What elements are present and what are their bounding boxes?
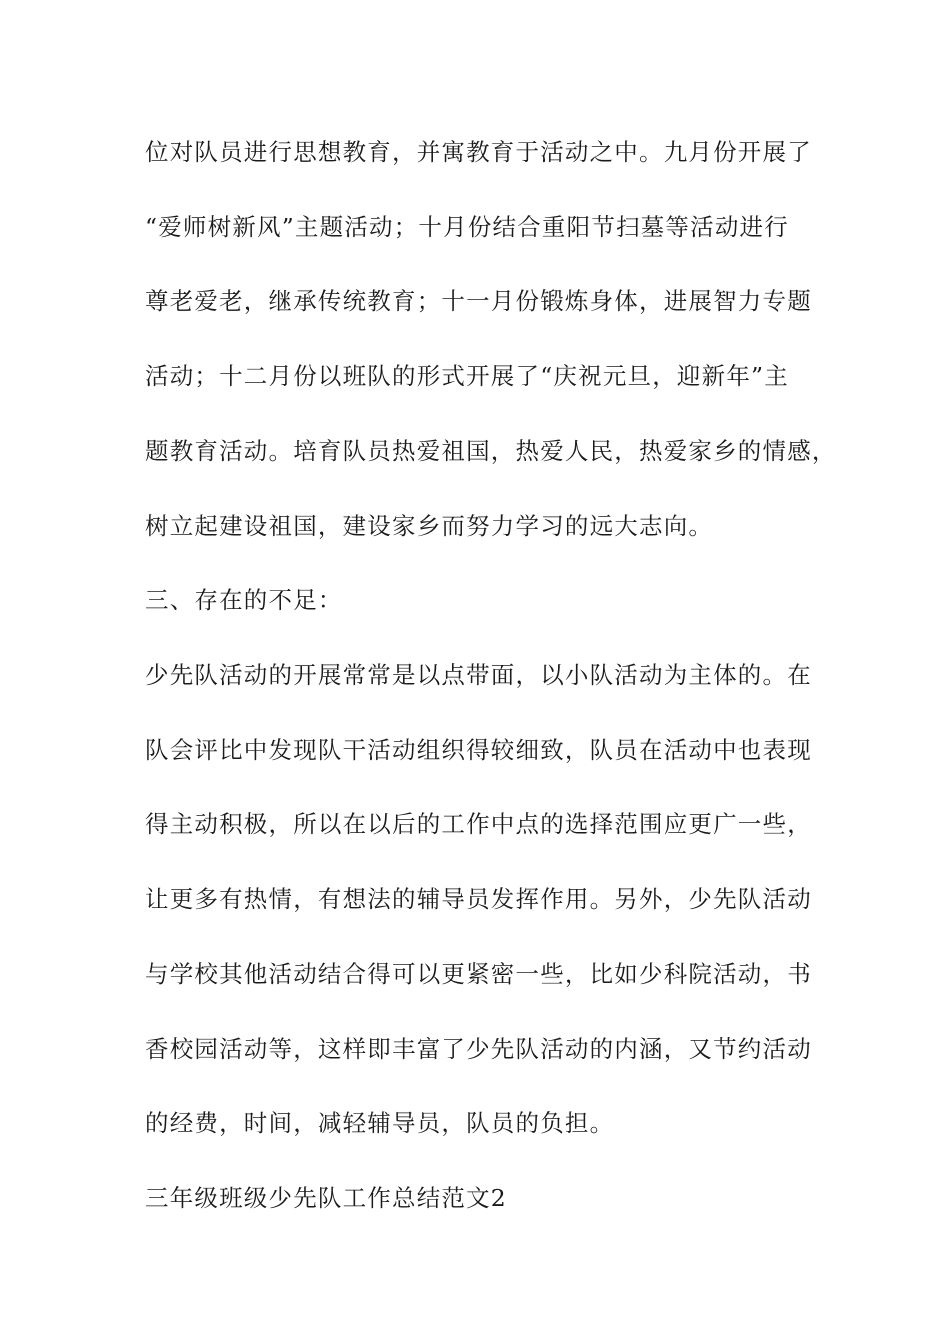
paragraph-line-12: 香校园活动等，这样即丰富了少先队活动的内涵，又节约活动 xyxy=(145,1035,812,1063)
paragraph-line-10: 让更多有热情，有想法的辅导员发挥作用。另外，少先队活动 xyxy=(145,885,812,913)
document-subtitle: 三年级班级少先队工作总结范文2 xyxy=(145,1184,507,1212)
paragraph-line-8: 队会评比中发现队干活动组织得较细致，队员在活动中也表现 xyxy=(145,736,812,764)
paragraph-line-7: 少先队活动的开展常常是以点带面，以小队活动为主体的。在 xyxy=(145,661,812,689)
paragraph-line-11: 与学校其他活动结合得可以更紧密一些，比如少科院活动，书 xyxy=(145,960,812,988)
section-heading: 三、存在的不足： xyxy=(145,586,343,614)
paragraph-line-1: 位对队员进行思想教育，并寓教育于活动之中。九月份开展了 xyxy=(145,138,812,166)
paragraph-line-4: 活动；十二月份以班队的形式开展了“庆祝元旦，迎新年”主 xyxy=(145,362,789,390)
paragraph-line-5: 题教育活动。培育队员热爱祖国，热爱人民，热爱家乡的情感， xyxy=(145,437,837,465)
paragraph-line-13: 的经费，时间，减轻辅导员，队员的负担。 xyxy=(145,1109,615,1137)
paragraph-line-3: 尊老爱老，继承传统教育；十一月份锻炼身体，进展智力专题 xyxy=(145,287,812,315)
paragraph-line-2: “爱师树新风”主题活动；十月份结合重阳节扫墓等活动进行 xyxy=(145,213,789,241)
paragraph-line-9: 得主动积极，所以在以后的工作中点的选择范围应更广一些， xyxy=(145,810,812,838)
paragraph-line-6: 树立起建设祖国，建设家乡而努力学习的远大志向。 xyxy=(145,512,714,540)
